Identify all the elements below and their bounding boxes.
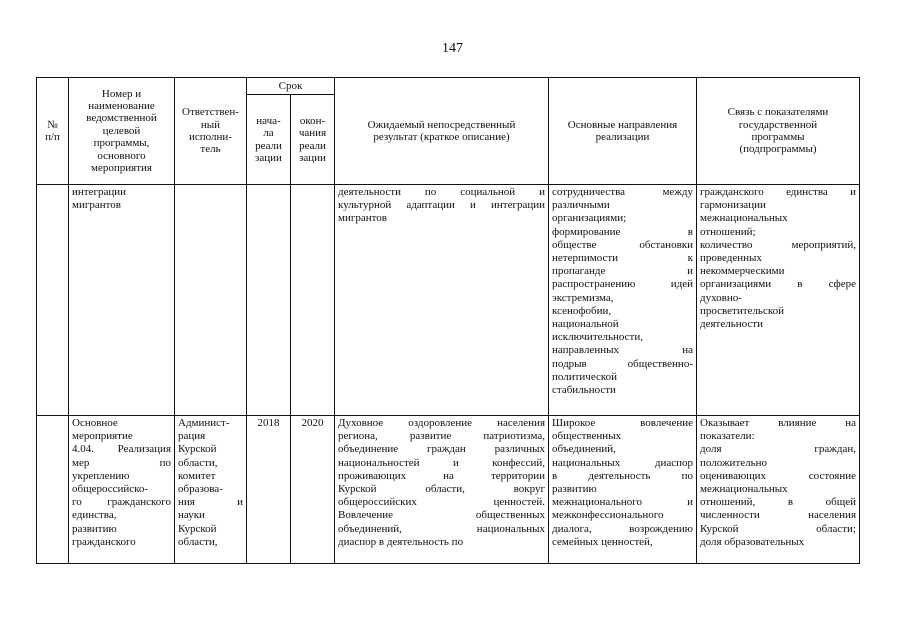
text-line: деятельности <box>700 318 763 331</box>
header-link <box>697 78 860 185</box>
text-line: мероприятие <box>72 430 133 443</box>
text-line: зации <box>299 151 326 164</box>
program-table <box>36 77 860 564</box>
text-line: го гражданского <box>72 496 171 509</box>
cell-directions <box>549 416 697 564</box>
cell-executor <box>175 416 247 564</box>
cell-link <box>697 416 860 564</box>
text-line: проживающих на территории <box>338 469 545 482</box>
text-line: области, <box>178 535 218 548</box>
text-line: показатели: <box>700 430 755 443</box>
text-line: доля граждан, <box>700 443 856 456</box>
text-line: науки <box>178 509 205 522</box>
cell-executor <box>175 185 247 416</box>
cell-program <box>69 416 175 564</box>
page-number: 147 <box>442 41 463 56</box>
text-line: общероссийско- <box>72 483 149 496</box>
text-line: сотрудничества между <box>552 186 693 198</box>
text-line: организациями; <box>552 212 627 225</box>
cell-end: 2020 <box>291 416 335 564</box>
text-line: зации <box>255 151 282 164</box>
header-executor <box>175 78 247 185</box>
text-line: целевой <box>102 124 141 137</box>
header-num <box>37 78 69 185</box>
text-line: проведенных <box>700 252 762 265</box>
text-line: укреплению <box>72 469 130 482</box>
text-line: № <box>47 118 58 131</box>
text-line: отношений; <box>700 225 756 238</box>
text-line: подрыв общественно- <box>552 357 693 370</box>
header-term: Срок <box>247 78 335 95</box>
text-line: Курской области, вокруг <box>338 483 545 496</box>
text-line: мероприятия <box>91 162 152 175</box>
text-line: численности населения <box>700 509 856 522</box>
text-line: семейных ценностей, <box>552 535 653 548</box>
text-line: образова- <box>178 483 223 496</box>
text-line: ния и <box>178 496 243 509</box>
text-line: формирование в <box>552 225 693 238</box>
table-row <box>37 185 860 416</box>
cell-num <box>37 416 69 564</box>
text-line: Ожидаемый непосредственный <box>367 118 516 131</box>
text-line: Курской <box>178 443 217 456</box>
text-line: ла <box>263 127 274 140</box>
text-line: ный <box>200 118 221 131</box>
header-directions <box>549 78 697 185</box>
text-line: Админист- <box>178 417 230 429</box>
text-line: результат (краткое описание) <box>373 131 510 143</box>
cell-start: 2018 <box>247 416 291 564</box>
text-line: тель <box>200 143 221 156</box>
text-line: развитию <box>552 483 597 496</box>
text-line: Связь с показателями <box>727 106 829 119</box>
text-line: нача- <box>256 114 281 127</box>
text-line: развитию <box>72 522 117 535</box>
text-line: стабильности <box>552 384 616 397</box>
text-line: пропаганде и <box>552 265 693 278</box>
text-line: наименование <box>88 99 155 112</box>
header-program <box>69 78 175 185</box>
text-line: 4.04. Реализация <box>72 443 171 456</box>
text-line: единства, <box>72 509 117 522</box>
text-line: межконфессионального <box>552 509 664 522</box>
text-line: общественных <box>552 430 622 443</box>
text-line: межнациональных <box>700 483 788 496</box>
text-line: основного <box>97 149 146 162</box>
text-line: гражданского <box>72 535 136 548</box>
text-line: политической <box>552 370 618 383</box>
text-line: духовно- <box>700 291 742 304</box>
text-line: объединений, <box>552 443 616 456</box>
cell-num <box>37 185 69 416</box>
header-start <box>247 95 291 185</box>
text-line: межнациональных <box>700 212 788 225</box>
text-line: рация <box>178 430 206 443</box>
text-line: государственной <box>738 118 818 131</box>
text-line: национальной <box>552 318 619 331</box>
cell-program <box>69 185 175 416</box>
cell-end <box>291 185 335 416</box>
text-line: оценивающих состояние <box>700 469 856 482</box>
header-result <box>335 78 549 185</box>
text-line: Духовное оздоровление населения <box>338 417 545 429</box>
text-line: нетерпимости к <box>552 252 693 265</box>
text-line: мигрантов <box>72 199 121 212</box>
text-line: диалога, возрождению <box>552 522 693 535</box>
text-line: мигрантов <box>338 212 387 225</box>
text-line: доля образовательных <box>700 535 805 548</box>
text-line: направленных на <box>552 344 693 357</box>
text-line: программы <box>751 131 805 143</box>
text-line: обществе обстановки <box>552 238 693 251</box>
text-line: распространению идей <box>552 278 693 291</box>
header-end <box>291 95 335 185</box>
text-line: межнационального и <box>552 496 693 509</box>
text-line: окон- <box>299 114 326 127</box>
text-line: деятельности по социальной и <box>338 186 545 198</box>
text-line: гражданского единства и <box>700 186 856 198</box>
text-line: Широкое вовлечение <box>552 417 693 429</box>
text-line: культурной адаптации и интеграции <box>338 199 545 212</box>
text-line: Основное <box>72 417 118 429</box>
text-line: мер по <box>72 456 171 469</box>
text-line: гармонизации <box>700 199 766 212</box>
text-line: диаспор в деятельность по <box>338 535 464 548</box>
header-row <box>37 78 860 95</box>
cell-directions <box>549 185 697 416</box>
text-line: отношений, в общей <box>700 496 856 509</box>
cell-result <box>335 185 549 416</box>
text-line: количество мероприятий, <box>700 238 856 251</box>
cell-result <box>335 416 549 564</box>
text-line: реали <box>255 139 282 152</box>
text-line: ведомственной <box>86 112 157 125</box>
text-line: реализации <box>595 131 650 143</box>
text-line: положительно <box>700 456 768 469</box>
text-line: Основные направления <box>567 118 678 131</box>
text-line: Номер и <box>101 87 142 100</box>
text-line: объединение граждан различных <box>338 443 545 456</box>
cell-link <box>697 185 860 416</box>
text-line: Оказывает влияние на <box>700 417 856 429</box>
text-line: некоммерческими <box>700 265 785 278</box>
text-line: исполни- <box>189 131 232 143</box>
text-line: комитет <box>178 469 216 482</box>
text-line: организациями в сфере <box>700 278 856 291</box>
table-row <box>37 416 860 564</box>
text-line: экстремизма, <box>552 291 614 304</box>
text-line: национальных диаспор <box>552 456 693 469</box>
text-line: исключительности, <box>552 331 644 344</box>
text-line: Курской <box>178 522 217 535</box>
text-line: просветительской <box>700 304 784 317</box>
text-line: ксенофобии, <box>552 304 612 317</box>
text-line: Ответствен- <box>182 106 239 119</box>
text-line: области, <box>178 456 218 469</box>
text-line: интеграции <box>72 186 127 198</box>
text-line: общероссийских ценностей. <box>338 496 545 509</box>
text-line: Курской области; <box>700 522 856 535</box>
text-line: программы, <box>93 137 150 150</box>
text-line: п/п <box>45 131 60 143</box>
text-line: в деятельность по <box>552 469 693 482</box>
cell-start <box>247 185 291 416</box>
text-line: различными <box>552 199 610 212</box>
text-line: национальностей и конфессий, <box>338 456 545 469</box>
text-line: (подпрограммы) <box>739 143 817 156</box>
text-line: Вовлечение общественных <box>338 509 545 522</box>
text-line: региона, развитие патриотизма, <box>338 430 545 443</box>
text-line: объединений, национальных <box>338 522 545 535</box>
text-line: чания <box>298 127 327 140</box>
text-line: реали <box>299 139 326 152</box>
